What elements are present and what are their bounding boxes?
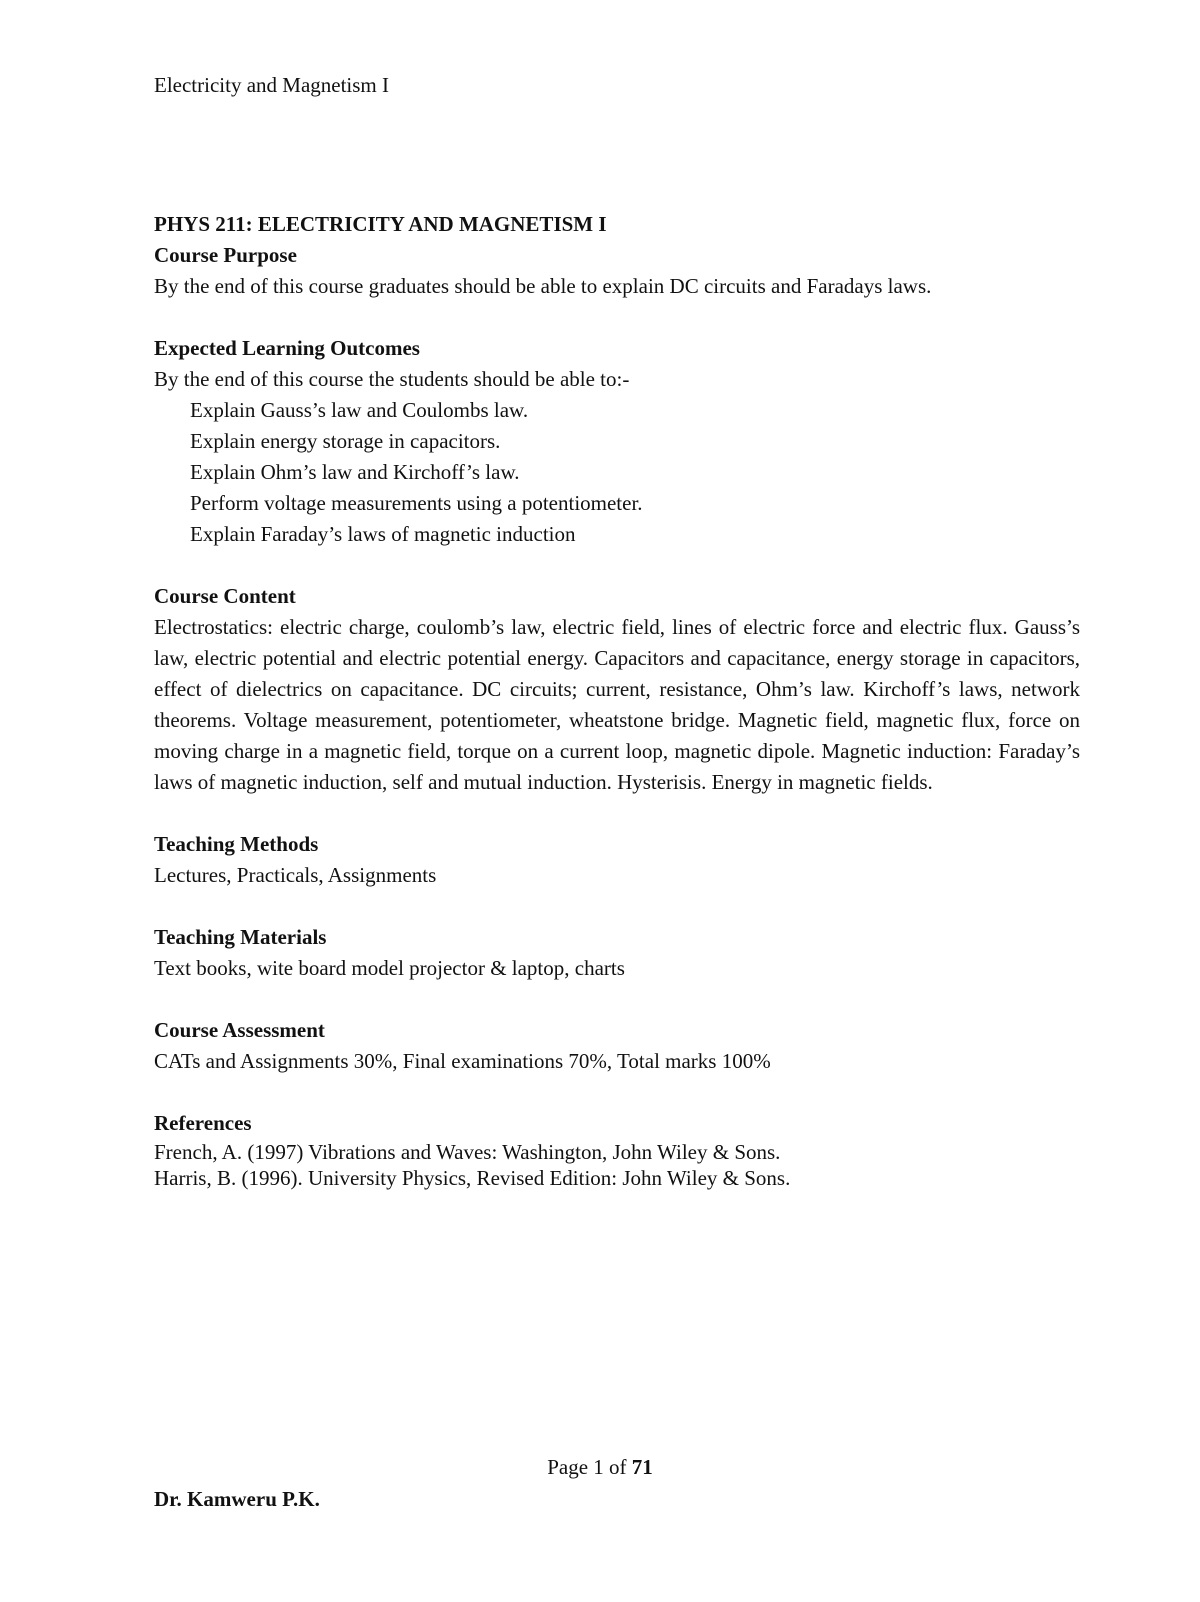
outcome-item: Explain Gauss’s law and Coulombs law. <box>190 398 529 422</box>
purpose-heading: Course Purpose <box>154 243 297 267</box>
outcome-item: Explain energy storage in capacitors. <box>190 429 501 453</box>
page-current: 1 <box>593 1455 604 1479</box>
spacer <box>154 302 1080 333</box>
page-number <box>0 1452 1200 1483</box>
outcomes-list <box>154 395 1080 550</box>
content-text: Electrostatics: electric charge, coulomb’s law, electric field, lines of electric force and electric flux. Gauss’s law, electric potential and electric potential energy. Capacitors and capacitance, energy storage in capacitors, effect of dielectrics on capacitance. DC circuits; current, resistance, Ohm’s law. Kirchoff’s laws, network theorems. Voltage measurement, potentiometer, wheatstone bridge. Magnetic field, magnetic flux, force on moving charge in a magnetic field, torque on a current loop, magnetic dipole. Magnetic induction: Faraday’s laws of magnetic induction, self and mutual induction. Hysterisis. Energy in magnetic fields. <box>154 615 1080 794</box>
running-header: Electricity and Magnetism I <box>154 73 390 97</box>
reference-item: French, A. (1997) Vibrations and Waves: Washington, John Wiley & Sons. <box>154 1140 781 1164</box>
page-of: of <box>603 1455 632 1479</box>
assessment-text: CATs and Assignments 30%, Final examinations 70%, Total marks 100% <box>154 1049 771 1073</box>
outcome-item: Perform voltage measurements using a potentiometer. <box>190 491 643 515</box>
materials-heading: Teaching Materials <box>154 925 327 949</box>
spacer <box>154 1077 1080 1108</box>
methods-text: Lectures, Practicals, Assignments <box>154 863 437 887</box>
outcomes-intro: By the end of this course the students should be able to:- <box>154 367 630 391</box>
materials-text: Text books, wite board model projector & laptop, charts <box>154 956 625 980</box>
assessment-heading: Course Assessment <box>154 1018 325 1042</box>
references-list <box>154 1139 1080 1191</box>
spacer <box>154 798 1080 829</box>
course-title: PHYS 211: ELECTRICITY AND MAGNETISM I <box>154 212 607 236</box>
spacer <box>154 984 1080 1015</box>
page-prefix: Page <box>547 1455 594 1479</box>
page-total: 71 <box>631 1455 653 1479</box>
author-name: Dr. Kamweru P.K. <box>154 1487 320 1511</box>
spacer <box>154 550 1080 581</box>
methods-heading: Teaching Methods <box>154 832 319 856</box>
reference-item: Harris, B. (1996). University Physics, Revised Edition: John Wiley & Sons. <box>154 1166 791 1190</box>
purpose-text: By the end of this course graduates should be able to explain DC circuits and Faradays laws. <box>154 274 932 298</box>
spacer <box>154 891 1080 922</box>
outcome-item: Explain Faraday’s laws of magnetic induction <box>190 522 576 546</box>
outcome-item: Explain Ohm’s law and Kirchoff’s law. <box>190 460 520 484</box>
content-heading: Course Content <box>154 584 296 608</box>
page-content <box>154 209 1080 1191</box>
references-heading: References <box>154 1111 252 1135</box>
outcomes-heading: Expected Learning Outcomes <box>154 336 420 360</box>
